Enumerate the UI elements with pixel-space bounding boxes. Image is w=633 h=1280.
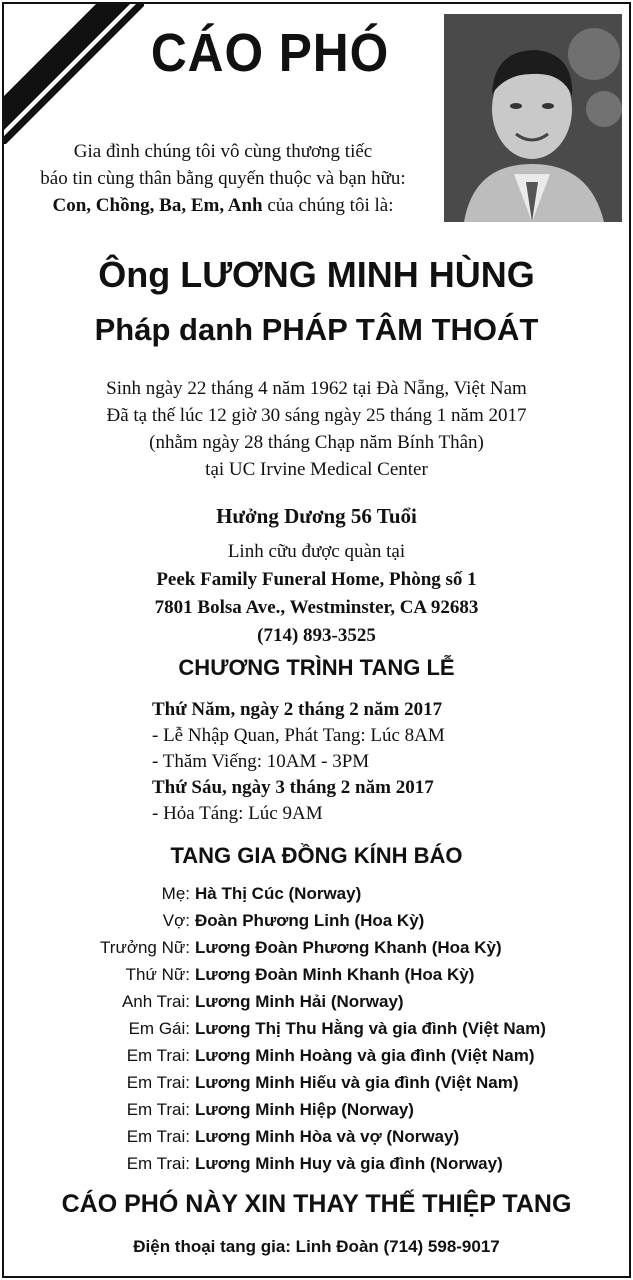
list-item <box>0 1015 633 1042</box>
intro-line-3-rest: của chúng tôi là: <box>262 195 394 216</box>
family-heading: TANG GIA ĐỒNG KÍNH BÁO <box>170 843 463 868</box>
program-schedule <box>152 697 572 827</box>
member-name: Lương Thị Thu Hằng và gia đình (Việt Nam) <box>195 1018 546 1038</box>
member-name: Lương Minh Hiệp (Norway) <box>195 1099 414 1119</box>
list-item <box>0 1150 633 1177</box>
page-title: CÁO PHÓ <box>150 23 390 83</box>
member-name: Lương Minh Hiếu và gia đình (Việt Nam) <box>195 1072 519 1092</box>
funeral-home-address: 7801 Bolsa Ave., Westminster, CA 92683 <box>154 597 479 618</box>
death-line: Đã tạ thế lúc 12 giờ 30 sáng ngày 25 tháng 1 năm 2017 <box>106 405 527 426</box>
list-item <box>0 1042 633 1069</box>
member-name: Lương Minh Hòa và vợ (Norway) <box>195 1126 460 1146</box>
relation-label: Thứ Nữ: <box>125 964 190 984</box>
relation-label: Em Trai: <box>126 1099 190 1119</box>
member-name: Lương Đoàn Phương Khanh (Hoa Kỳ) <box>195 937 502 957</box>
birth-line: Sinh ngày 22 tháng 4 năm 1962 tại Đà Nẵng, Việt Nam <box>106 378 527 399</box>
list-item <box>0 1096 633 1123</box>
member-name: Lương Minh Huy và gia đình (Norway) <box>195 1153 503 1173</box>
relation-label: Em Trai: <box>126 1153 190 1173</box>
intro-text <box>4 138 442 219</box>
schedule-day-2-item-1: - Hỏa Táng: Lúc 9AM <box>152 803 323 824</box>
list-item <box>0 934 633 961</box>
dharma-name: Pháp danh PHÁP TÂM THOÁT <box>94 312 539 347</box>
schedule-day-2: Thứ Sáu, ngày 3 tháng 2 năm 2017 <box>152 777 434 798</box>
age-line: Hưởng Dương 56 Tuổi <box>216 504 417 528</box>
list-item <box>0 961 633 988</box>
funeral-home-name: Peek Family Funeral Home, Phòng số 1 <box>156 569 477 590</box>
family-list <box>0 880 633 1177</box>
death-place-line: tại UC Irvine Medical Center <box>205 459 428 480</box>
relations-list: Con, Chồng, Ba, Em, Anh <box>52 195 263 216</box>
schedule-day-1-item-1: - Lễ Nhập Quan, Phát Tang: Lúc 8AM <box>152 725 445 746</box>
member-name: Đoàn Phương Linh (Hoa Kỳ) <box>195 910 425 930</box>
relation-label: Mẹ: <box>161 883 190 903</box>
list-item <box>0 1123 633 1150</box>
notice-line: CÁO PHÓ NÀY XIN THAY THẾ THIỆP TANG <box>61 1190 572 1218</box>
member-name: Lương Đoàn Minh Khanh (Hoa Kỳ) <box>195 964 475 984</box>
life-dates <box>0 375 633 483</box>
funeral-home-intro: Linh cữu được quàn tại <box>227 541 406 562</box>
funeral-home-block <box>0 538 633 650</box>
relation-label: Trưởng Nữ: <box>100 937 190 957</box>
list-item <box>0 880 633 907</box>
schedule-day-1-item-2: - Thăm Viếng: 10AM - 3PM <box>152 751 370 772</box>
relation-label: Em Trai: <box>126 1126 190 1146</box>
member-name: Lương Minh Hoàng và gia đình (Việt Nam) <box>195 1045 535 1065</box>
intro-line-2: báo tin cùng thân bằng quyến thuộc và bạn hữu: <box>40 168 406 189</box>
relation-label: Anh Trai: <box>121 991 190 1011</box>
relation-label: Em Trai: <box>126 1045 190 1065</box>
list-item <box>0 988 633 1015</box>
member-name: Lương Minh Hải (Norway) <box>195 991 404 1011</box>
member-name: Hà Thị Cúc (Norway) <box>195 883 362 903</box>
funeral-home-phone: (714) 893-3525 <box>257 625 376 646</box>
intro-line-3 <box>4 192 442 219</box>
relation-label: Vợ: <box>162 910 190 930</box>
contact-line: Điện thoại tang gia: Linh Đoàn (714) 598-9017 <box>133 1237 500 1256</box>
relation-label: Em Trai: <box>126 1072 190 1092</box>
portrait-photo <box>444 14 622 222</box>
lunar-date-line: (nhằm ngày 28 tháng Chạp năm Bính Thân) <box>149 432 484 453</box>
relation-label: Em Gái: <box>128 1018 190 1038</box>
list-item <box>0 1069 633 1096</box>
schedule-day-1: Thứ Năm, ngày 2 tháng 2 năm 2017 <box>152 699 443 720</box>
program-heading: CHƯƠNG TRÌNH TANG LỄ <box>178 655 455 680</box>
list-item <box>0 907 633 934</box>
deceased-name: Ông LƯƠNG MINH HÙNG <box>98 254 535 295</box>
intro-line-1: Gia đình chúng tôi vô cùng thương tiếc <box>73 141 373 162</box>
